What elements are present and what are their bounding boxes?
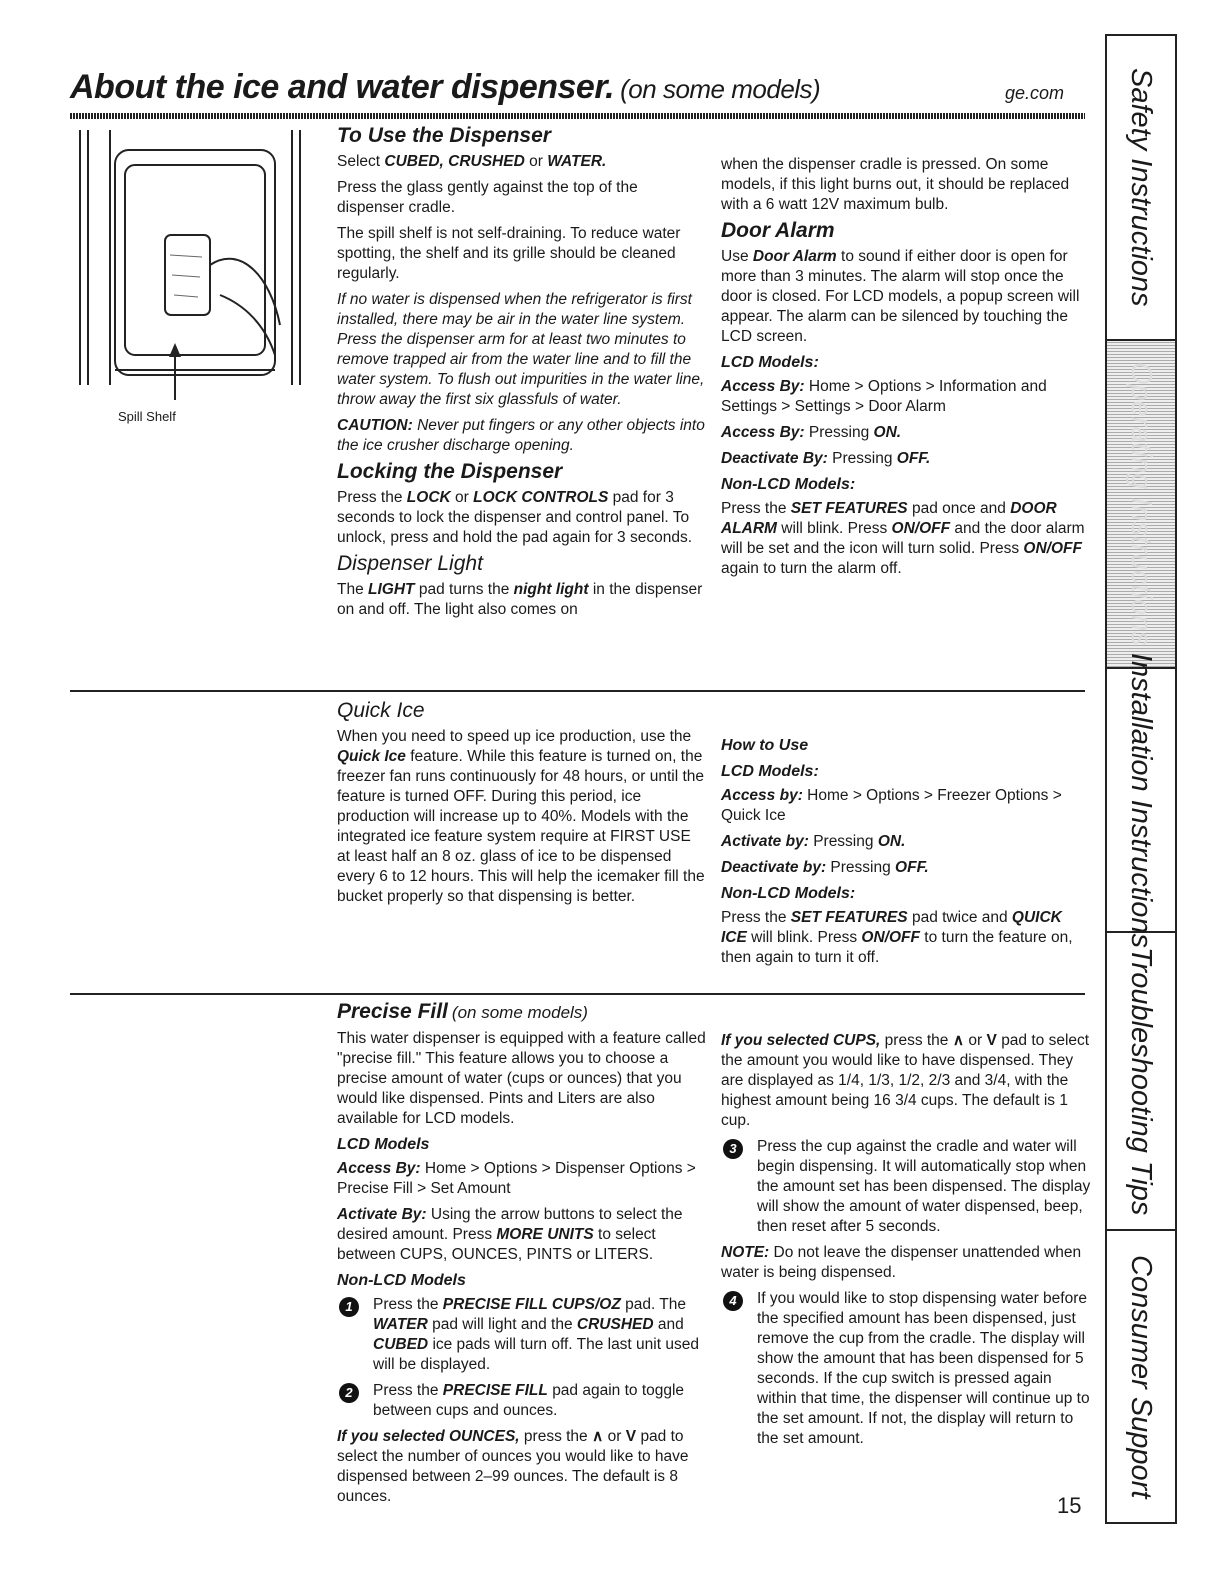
quick-ice-section	[337, 697, 707, 913]
page-title: About the ice and water dispenser. (on some models)	[70, 68, 821, 106]
step-number: 1	[339, 1297, 359, 1317]
subheading: LCD Models	[337, 1136, 430, 1153]
section-heading: Dispenser Light	[337, 552, 483, 575]
header-rule	[70, 113, 1085, 119]
dispenser-illustration	[70, 125, 310, 410]
paragraph: Activate By: Using the arrow buttons to select the desired amount. Press MORE UNITS to select between CUPS, OUNCES, PINTS or LITERS.	[337, 1206, 683, 1263]
paragraph: Activate by: Pressing ON.	[721, 833, 906, 850]
section-heading: Locking the Dispenser	[337, 460, 563, 483]
step-number: 3	[723, 1139, 743, 1159]
paragraph: Press the glass gently against the top of the dispenser cradle.	[337, 179, 638, 216]
paragraph: The LIGHT pad turns the night light in the dispenser on and off. The light also comes on	[337, 581, 703, 618]
section-divider	[70, 690, 1085, 692]
quick-ice-howto	[721, 730, 1091, 974]
step-number: 2	[339, 1383, 359, 1403]
paragraph: This water dispenser is equipped with a feature called "precise fill." This feature allows you to choose a precise amount of water (cups or ounces) that you would like dispensed. Pints and Liters are also available for LCD models.	[337, 1030, 706, 1127]
subheading: Non-LCD Models	[337, 1272, 466, 1289]
precise-fill-section	[337, 998, 707, 1513]
door-alarm-section	[721, 155, 1091, 585]
paragraph: Access by: Home > Options > Freezer Options > Quick Ice	[721, 787, 1062, 824]
paragraph: when the dispenser cradle is pressed. On some models, if this light burns out, it should be replaced with a 6 watt 12V maximum bulb.	[721, 156, 1070, 213]
paragraph: The spill shelf is not self-draining. To reduce water spotting, the shelf and its grille should be cleaned regularly.	[337, 225, 681, 282]
paragraph: Deactivate By: Pressing OFF.	[721, 450, 931, 467]
page-number: 15	[1057, 1493, 1082, 1518]
paragraph: If you selected OUNCES, press the ∧ or V pad to select the number of ounces you would like to have dispensed between 2–99 ounces. The default is 8 ounces.	[337, 1428, 689, 1505]
section-heading: Door Alarm	[721, 219, 835, 242]
paragraph: Press the SET FEATURES pad once and DOOR ALARM will blink. Press ON/OFF and the door alarm will be set and the icon will turn solid. Press ON/OFF again to turn the alarm off.	[721, 500, 1085, 577]
step-3: 3 Press the cup against the cradle and water will begin dispensing. It will automatically stop when the amount set has been dispensed. The display will show the amount of water dispensed, beep, then reset after 5 seconds.	[721, 1137, 1091, 1237]
page-subtitle: (on some models)	[620, 74, 821, 104]
select-text: Select CUBED, CRUSHED or WATER.	[337, 153, 607, 170]
paragraph: Press the SET FEATURES pad twice and QUICK ICE will blink. Press ON/OFF to turn the feature on, then again to turn it off.	[721, 909, 1073, 966]
use-dispenser-section	[337, 122, 707, 626]
paragraph: If no water is dispensed when the refrigerator is first installed, there may be air in the water line system. Press the dispenser arm for at least two minutes to remove trapped air from the water line and to fill the water system. To flush out impurities in the water line, throw away the first six glassfuls of water.	[337, 291, 705, 408]
tab-operating-instructions[interactable]	[1107, 341, 1175, 669]
tab-safety-instructions[interactable]	[1107, 36, 1175, 341]
paragraph: Deactivate by: Pressing OFF.	[721, 859, 929, 876]
section-heading: Precise Fill (on some models)	[337, 1000, 588, 1023]
tab-label: Troubleshooting Tips	[1125, 946, 1157, 1216]
subheading: Non-LCD Models:	[721, 885, 856, 902]
paragraph: Access By: Home > Options > Dispenser Options > Precise Fill > Set Amount	[337, 1160, 696, 1197]
paragraph: Access By: Home > Options > Information and Settings > Settings > Door Alarm	[721, 378, 1047, 415]
paragraph: Access By: Pressing ON.	[721, 424, 902, 441]
step-2: 2 Press the PRECISE FILL pad again to toggle between cups and ounces.	[337, 1381, 707, 1421]
precise-fill-continued	[721, 1031, 1091, 1455]
tab-consumer-support[interactable]	[1107, 1231, 1175, 1522]
step-number: 4	[723, 1291, 743, 1311]
subheading: LCD Models:	[721, 354, 819, 371]
side-tab-bar	[1105, 34, 1177, 1524]
tab-label: Operating Instructions	[1125, 362, 1157, 646]
tab-label: Installation Instructions	[1125, 652, 1157, 948]
site-link[interactable]: ge.com	[1005, 83, 1065, 103]
subheading: How to Use	[721, 737, 809, 754]
tab-label: Safety Instructions	[1125, 68, 1157, 307]
tab-label: Consumer Support	[1125, 1254, 1157, 1499]
caution-text: CAUTION: Never put fingers or any other objects into the ice crusher discharge opening.	[337, 417, 705, 454]
step-1: 1 Press the PRECISE FILL CUPS/OZ pad. The WATER pad will light and the CRUSHED and CUBED ice pads will turn off. The last unit used will be displayed.	[337, 1295, 707, 1375]
section-divider	[70, 993, 1085, 995]
paragraph: When you need to speed up ice production, use the Quick Ice feature. While this feature is turned on, the freezer fan runs continuously for 48 hours, or until the feature is turned OFF. During this period, ice production will increase up to 40%. Models with the integrated ice feature system require at FIRST USE at least half an 8 oz. glass of ice to be dispensed every 6 to 12 hours. This will help the icemaker fill the bucket properly so that dispensing is better.	[337, 728, 705, 905]
section-heading: Quick Ice	[337, 699, 425, 722]
tab-installation-instructions[interactable]	[1107, 652, 1175, 948]
paragraph: If you selected CUPS, press the ∧ or V pad to select the amount you would like to have dispensed. They are displayed as 1/4, 1/3, 1/2, 2/3 and 3/4, with the highest amount being 16 3/4 cups. The default is 1 cup.	[721, 1032, 1090, 1129]
section-heading: To Use the Dispenser	[337, 124, 551, 147]
figure-caption: Spill Shelf	[118, 409, 176, 424]
paragraph: Use Door Alarm to sound if either door is open for more than 3 minutes. The alarm will stop once the door is closed. For LCD models, a popup screen will appear. The alarm can be silenced by touching the LCD screen.	[721, 248, 1080, 345]
step-4: 4 If you would like to stop dispensing water before the specified amount has been dispensed, just remove the cup from the cradle. The display will show the amount that has been dispensed for 5 seconds. If the cup switch is pressed again within that time, the dispenser will continue up to the set amount. If not, the display will return to the set amount.	[721, 1289, 1091, 1449]
subheading: Non-LCD Models:	[721, 476, 856, 493]
paragraph: Press the LOCK or LOCK CONTROLS pad for 3 seconds to lock the dispenser and control panel. To unlock, press and hold the pad again for 3 seconds.	[337, 489, 693, 546]
subheading: LCD Models:	[721, 763, 819, 780]
note-text: NOTE: Do not leave the dispenser unattended when water is being dispensed.	[721, 1244, 1082, 1281]
tab-troubleshooting-tips[interactable]	[1107, 933, 1175, 1231]
